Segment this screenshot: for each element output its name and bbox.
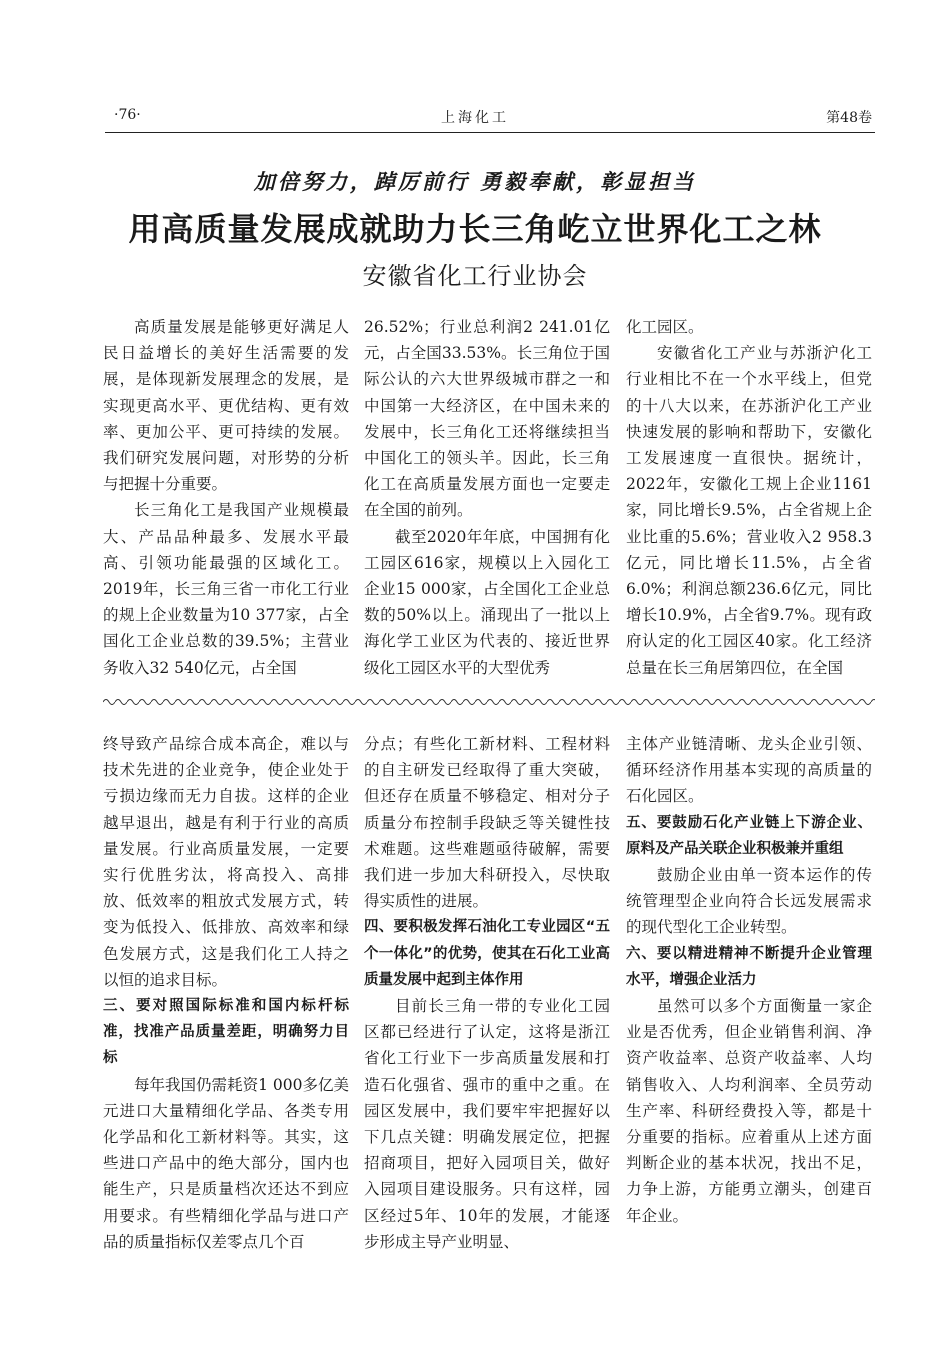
paragraph: 鼓励企业由单一资本运作的传统管理型企业向符合长远发展需求的现代型化工企业转型。 <box>626 866 872 937</box>
page-number: ·76· <box>114 107 141 123</box>
bottom-column-1 <box>103 731 349 1255</box>
paragraph: 截至2020年年底，中国拥有化工园区616家，规模以上入园化工企业15 000家，占全国化工企业总数的50%以上。涌现出了一批以上海化学工业区为代表的、接近世界级化工园区水平的大型优秀 <box>364 527 610 677</box>
top-column-1 <box>103 314 349 681</box>
paragraph: 终导致产品综合成本高企，难以与技术先进的企业竞争，使企业处于亏损边缘而无力自拔。这样的企业越早退出，越是有利于行业的高质量发展。行业高质量发展，一定要实行优胜劣汰，将高投入、高排放、低效率的粗放式发展方式，转变为低投入、低排放、高效率和绿色发展方式，这是我们化工人持之以恒的追求目标。 <box>103 735 349 989</box>
top-column-2 <box>364 314 610 681</box>
section-heading: 六、要以精进精神不断提升企业管理水平，增强企业活力 <box>626 945 872 988</box>
article-title: 用高质量发展成就助力长三角屹立世界化工之林 <box>128 210 822 248</box>
section-heading: 四、要积极发挥石油化工专业园区“五个一体化”的优势，使其在石化工业高质量发展中起到主体作用 <box>364 919 610 988</box>
paragraph: 分点；有些化工新材料、工程材料的自主研发已经取得了重大突破，但还存在质量不够稳定、相对分子质量分布控制手段缺乏等关键性技术难题。这些难题亟待破解，需要我们进一步加大科研投入，尽快取得实质性的进展。 <box>364 735 610 911</box>
paragraph: 长三角化工是我国产业规模最大、产品品种最多、发展水平最高、引领功能最强的区域化工。2019年，长三角三省一市化工行业的规上企业数量为10 377家，占全国化工企业总数的39.5%；主营业务收入32 540亿元，占全国 <box>103 501 349 677</box>
section-heading: 三、要对照国际标准和国内标杆标准，找准产品质量差距，明确努力目标 <box>103 998 349 1067</box>
paragraph: 目前长三角一带的专业化工园区都已经进行了认定，这将是浙江省化工行业下一步高质量发展和打造石化强省、强市的重中之重。在园区发展中，我们要牢牢把握好以下几点关键：明确发展定位，把握招商项目，把好入园项目关，做好入园项目建设服务。只有这样，园区经过5年、10年的发展，才能逐步形成主导产业明显、 <box>364 997 610 1251</box>
section-heading: 五、要鼓励石化产业链上下游企业、原料及产品关联企业积极兼并重组 <box>626 814 872 857</box>
paragraph: 26.52%；行业总利润2 241.01亿元，占全国33.53%。长三角位于国际公认的六大世界级城市群之一和中国第一大经济区，在中国未来的发展中，长三角化工还将继续担当中国化工的领头羊。因此，长三角化工在高质量发展方面也一定要走在全国的前列。 <box>364 318 610 520</box>
paragraph: 虽然可以多个方面衡量一家企业是否优秀，但企业销售利润、净资产收益率、总资产收益率、人均销售收入、人均利润率、全员劳动生产率、科研经费投入等，都是十分重要的指标。应着重从上述方面判断企业的基本状况，找出不足，力争上游，方能勇立潮头，创建百年企业。 <box>626 997 872 1225</box>
top-column-3 <box>626 314 872 681</box>
slogan: 加倍努力，踔厉前行 勇毅奉献，彰显担当 <box>253 169 697 194</box>
journal-name: 上海化工 <box>441 110 509 126</box>
paragraph: 安徽省化工产业与苏浙沪化工行业相比不在一个水平线上，但党的十八大以来，在苏浙沪化工产业快速发展的影响和帮助下，安徽化工发展速度一直很快。据统计，2022年，安徽化工规上企业1161家，同比增长9.5%，占全省规上企业比重的5.6%；营业收入2 958.3亿元，同比增长11.5%，占全省6.0%；利润总额236.6亿元，同比增长10.9%，占全省9.7%。现有政府认定的化工园区40家。化工经济总量在长三角居第四位，在全国 <box>626 344 872 677</box>
paragraph: 化工园区。 <box>626 318 704 336</box>
bottom-column-3 <box>626 731 872 1229</box>
page-header <box>0 104 950 128</box>
paragraph: 每年我国仍需耗资1 000多亿美元进口大量精细化学品、各类专用化学品和化工新材料等。其实，这些进口产品中的绝大部分，国内也能生产，只是质量档次还达不到应用要求。有些精细化学品与进口产品的质量指标仅差零点几个百 <box>103 1075 349 1251</box>
header-rule <box>105 132 875 133</box>
paragraph: 主体产业链清晰、龙头企业引领、循环经济作用基本实现的高质量的石化园区。 <box>626 735 872 806</box>
wavy-divider <box>103 696 875 708</box>
paragraph: 高质量发展是能够更好满足人民日益增长的美好生活需要的发展，是体现新发展理念的发展，是实现更高水平、更优结构、更有效率、更加公平、更可持续的发展。我们研究发展问题，对形势的分析与把握十分重要。 <box>103 318 349 494</box>
article-author: 安徽省化工行业协会 <box>362 262 588 290</box>
bottom-column-2 <box>364 731 610 1255</box>
volume-label: 第48卷 <box>826 110 872 126</box>
